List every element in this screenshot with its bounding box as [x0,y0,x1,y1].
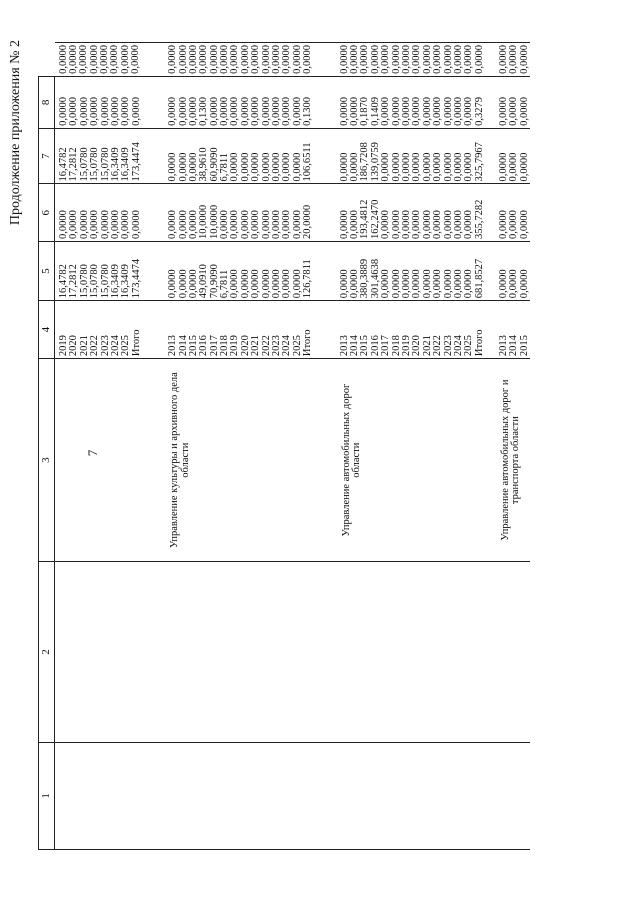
value: 0,0000 [452,152,464,182]
value: 0,0000 [518,152,530,182]
value: 60,9090 [208,147,220,182]
value: 0,0000 [219,45,231,74]
value: 0,0000 [78,210,90,239]
value: 0,0000 [348,152,360,182]
value: 0,0000 [281,96,293,126]
year-label: Итого [302,329,314,357]
value: 0,0000 [452,269,464,299]
value: 0,0000 [130,96,142,126]
value: 0,0000 [498,96,510,126]
value: 0,0000 [463,269,475,299]
value: 0,0000 [380,269,392,299]
value: 16,4782 [58,147,69,182]
year-label: 2025 [463,335,475,357]
value: 0,0000 [463,152,475,182]
value: 0,0000 [109,210,121,239]
value: 0,0000 [177,152,189,182]
cell-col2 [55,562,143,743]
value-cell [485,43,530,77]
year-label: 2018 [219,335,231,357]
value: 0,0000 [229,152,241,182]
column-header: 3 [39,359,55,562]
year-label: 2024 [452,335,464,357]
value: 0,0000 [239,210,251,239]
appendix-caption: Продолжение приложения № 2 [8,40,23,226]
value-cell [142,43,313,77]
value: 0,0000 [291,152,303,182]
value: 20,0000 [302,204,314,239]
value: 0,0000 [260,45,272,74]
value: 0,0000 [130,45,142,74]
cell-col2 [314,562,485,743]
org-name-cell [55,359,143,562]
value: 0,0000 [109,45,121,74]
value: 0,0000 [130,210,142,239]
year-label: 2019 [58,335,69,357]
year-label: 2014 [508,335,520,357]
value: 0,0000 [432,96,444,126]
year-label: 2020 [239,335,251,357]
page-number: 7 [85,449,100,457]
value: 15,0780 [89,264,101,299]
value: 0,0000 [452,45,464,74]
value: 0,0000 [229,210,241,239]
value: 0,0000 [380,210,392,239]
value-cell [142,76,313,128]
value: 0,0000 [167,269,179,299]
value: 0,0000 [390,269,402,299]
value: 0,0000 [119,45,131,74]
value: 0,0000 [187,269,199,299]
value: 0,0000 [421,96,433,126]
value: 139,0759 [369,142,381,182]
year-label: 2021 [78,335,90,357]
value-cell [55,128,143,184]
value: 0,0000 [498,45,510,74]
value: 0,0000 [380,96,392,126]
year-label: 2015 [187,335,199,357]
value: 0,0000 [271,45,283,74]
value: 0,1300 [198,96,210,126]
value: 0,0000 [239,152,251,182]
value: 0,1409 [369,96,381,126]
value: 0,0000 [411,96,423,126]
value: 15,0780 [89,147,101,182]
value: 0,0000 [463,96,475,126]
value: 681,8527 [473,258,485,299]
value: 0,0000 [442,210,454,239]
value: 0,0000 [58,96,69,126]
value: 0,0000 [400,210,412,239]
value: 0,0000 [338,45,350,74]
value: 0,0000 [250,210,262,239]
cell-col1 [485,742,530,849]
column-header: 5 [39,241,55,300]
value: 186,7208 [359,142,371,182]
value: 16,3409 [120,147,132,182]
cell-col1 [55,742,143,849]
value: 0,0000 [99,45,111,74]
value: 0,0000 [498,152,510,182]
value: 0,0000 [219,96,231,126]
value: 193,4812 [359,199,371,239]
cell-col1 [314,742,485,849]
value-cell [314,184,485,241]
value: 0,0000 [463,210,475,239]
cell-col2 [142,562,313,743]
value: 0,0000 [260,96,272,126]
year-label: 2016 [369,335,381,357]
org-name-cell [485,359,530,562]
value: 0,0000 [229,96,241,126]
value: 0,0000 [177,96,189,126]
value: 0,0000 [281,45,293,74]
value: 0,0000 [432,210,444,239]
value: 0,0000 [187,45,199,74]
value: 0,0000 [421,152,433,182]
value: 0,1870 [359,96,371,126]
value: 0,0000 [518,96,530,126]
org-name: Управление автомобильных дорог и транспорта области [500,379,522,541]
value-cell [55,43,143,77]
year-label: 2019 [400,335,412,357]
year-label: 2015 [359,335,371,357]
column-header-row [39,43,55,850]
value: 0,0000 [219,210,231,239]
column-header: 1 [39,742,55,849]
value: 15,0780 [78,147,90,182]
org-block [55,43,143,850]
value: 0,0000 [498,210,510,239]
value: 0,0000 [187,210,199,239]
value: 0,0000 [229,269,241,299]
year-label: 2022 [260,335,272,357]
value: 17,2812 [68,264,80,299]
year-cell [142,301,313,359]
value: 0,0000 [58,210,69,239]
value: 106,6511 [302,142,314,182]
value: 70,9090 [208,264,220,299]
value: 0,0000 [338,269,350,299]
value: 0,0000 [452,210,464,239]
year-label: 2018 [390,335,402,357]
value: 325,7967 [473,142,485,182]
value: 0,0000 [89,210,101,239]
value: 0,0000 [348,96,360,126]
value: 0,0000 [187,152,199,182]
budget-table [38,42,530,850]
value: 0,0000 [167,152,179,182]
year-label: 2014 [348,335,360,357]
value: 0,0000 [260,152,272,182]
cell-col1 [142,742,313,849]
column-header: 2 [39,562,55,743]
value: 16,3409 [120,264,132,299]
value-cell [314,128,485,184]
value: 0,0000 [432,45,444,74]
value-cell [314,43,485,77]
value: 0,0000 [99,96,111,126]
value: 0,0000 [67,45,79,74]
year-cell [314,301,485,359]
value: 0,0000 [88,45,100,74]
org-name: Управление культуры и архивного дела области [169,372,191,549]
value: 0,0000 [250,269,262,299]
value: 0,0000 [68,96,80,126]
column-header: 7 [39,128,55,184]
org-name: Управление автомобильных дорог области [340,383,362,537]
year-label: 2017 [380,335,392,357]
value: 0,0000 [463,45,475,74]
value: 0,0000 [167,45,179,74]
year-label: 2013 [167,335,179,357]
value: 0,0000 [390,210,402,239]
value: 0,0000 [508,269,520,299]
value-cell [485,241,530,300]
value: 0,0000 [432,152,444,182]
value: 0,0000 [250,45,262,74]
value: 0,0000 [281,152,293,182]
value: 0,0000 [239,45,251,74]
org-block [485,43,530,850]
value: 16,3409 [109,264,121,299]
value: 0,0000 [187,96,199,126]
value: 173,4474 [130,142,142,182]
value: 0,0000 [271,96,283,126]
value: 162,2470 [369,199,381,239]
value: 301,4638 [369,258,381,299]
value: 0,0000 [432,269,444,299]
value: 0,0000 [177,269,189,299]
value: 0,0000 [120,210,132,239]
value: 17,2812 [68,147,80,182]
year-cell [55,301,143,359]
value: 0,0000 [302,45,314,74]
year-label: 2022 [89,335,101,357]
value: 0,0000 [250,152,262,182]
value: 0,0000 [281,210,293,239]
value: 0,0000 [198,45,210,74]
value: 6,7811 [219,153,231,182]
value: 0,0000 [57,45,69,74]
value: 0,0000 [508,96,520,126]
value: 0,0000 [400,152,412,182]
value: 0,0000 [338,210,350,239]
org-block [142,43,313,850]
column-header: 8 [39,76,55,128]
value: 0,0000 [291,96,303,126]
value: 0,0000 [338,96,350,126]
value: 0,0000 [89,96,101,126]
value: 0,0000 [109,96,121,126]
value: 0,0000 [421,269,433,299]
year-label: 2016 [198,335,210,357]
value: 0,0000 [120,96,132,126]
year-label: Итого [130,329,142,357]
value: 38,9610 [198,147,210,182]
org-name-cell [314,359,485,562]
value: 0,0000 [411,45,423,74]
value: 0,0000 [291,210,303,239]
year-label: 2024 [281,335,293,357]
value: 0,0000 [291,45,303,74]
value: 0,0000 [348,269,360,299]
value: 0,0000 [390,45,402,74]
value: 0,0000 [390,152,402,182]
value: 0,0000 [400,96,412,126]
value: 0,0000 [177,45,189,74]
value: 10,0000 [198,204,210,239]
year-label: 2022 [432,335,444,357]
value: 16,3409 [109,147,121,182]
year-label: 2020 [68,335,80,357]
year-label: 2014 [177,335,189,357]
year-label: 2013 [338,335,350,357]
value: 0,0000 [390,96,402,126]
value: 0,0000 [271,269,283,299]
value: 0,0000 [348,210,360,239]
value: 0,0000 [411,210,423,239]
value: 0,0000 [208,96,220,126]
value: 15,0780 [78,264,90,299]
value: 15,0780 [99,147,111,182]
year-label: 2023 [271,335,283,357]
value-cell [55,241,143,300]
value: 355,7282 [473,199,485,239]
value-cell [485,76,530,128]
value: 380,3889 [359,258,371,299]
value-cell [55,76,143,128]
value: 0,0000 [369,45,381,74]
value: 0,0000 [400,269,412,299]
value: 0,0000 [239,269,251,299]
value: 0,0000 [359,45,371,74]
value-cell [314,76,485,128]
value: 10,0000 [208,204,220,239]
value: 0,0000 [452,96,464,126]
value: 0,0000 [338,152,350,182]
value: 0,0000 [239,96,251,126]
value: 0,0000 [421,210,433,239]
year-label: 2017 [208,335,220,357]
value: 0,0000 [400,45,412,74]
value: 0,0000 [411,269,423,299]
value: 0,0000 [229,45,241,74]
value: 0,0000 [442,96,454,126]
value: 0,0000 [518,269,530,299]
value: 49,0910 [198,264,210,299]
year-label: 2023 [99,335,111,357]
value: 0,0000 [271,152,283,182]
year-label: 2021 [421,335,433,357]
value: 0,0000 [380,45,392,74]
value-cell [485,184,530,241]
value-cell [314,241,485,300]
year-label: Итого [473,329,485,357]
value: 0,0000 [508,45,520,74]
value: 0,0000 [442,152,454,182]
value: 0,0000 [208,45,220,74]
value: 15,0780 [99,264,111,299]
year-label: 2020 [411,335,423,357]
value: 0,0000 [177,210,189,239]
value: 0,0000 [260,269,272,299]
org-name-cell [142,359,313,562]
value: 0,0000 [78,96,90,126]
year-cell [485,301,530,359]
value: 0,3279 [473,96,485,126]
year-label: 2019 [229,335,241,357]
value: 0,0000 [281,269,293,299]
value-cell [142,184,313,241]
value: 0,0000 [271,210,283,239]
value: 0,0000 [167,96,179,126]
value: 0,0000 [442,269,454,299]
year-label: 2024 [109,335,121,357]
value: 0,0000 [508,152,520,182]
cell-col2 [485,562,530,743]
value: 0,0000 [498,269,510,299]
year-label: 2013 [498,335,510,357]
year-label: 2025 [120,335,132,357]
value-cell [142,128,313,184]
value: 126,7811 [302,259,314,299]
year-label: 2023 [442,335,454,357]
value: 0,0000 [473,45,485,74]
org-block [314,43,485,850]
value: 16,4782 [58,264,69,299]
value: 0,0000 [518,45,530,74]
value: 0,1300 [302,96,314,126]
value: 0,0000 [250,96,262,126]
value-cell [485,128,530,184]
column-header: 6 [39,184,55,241]
value: 173,4474 [130,258,142,299]
value: 0,0000 [68,210,80,239]
value: 0,0000 [99,210,111,239]
value-cell [55,184,143,241]
value: 0,0000 [348,45,360,74]
year-label: 2025 [291,335,303,357]
value: 0,0000 [518,210,530,239]
value: 0,0000 [167,210,179,239]
column-header: 4 [39,301,55,359]
year-label: 2021 [250,335,262,357]
value: 0,0000 [421,45,433,74]
value: 0,0000 [380,152,392,182]
value: 0,0000 [291,269,303,299]
value: 0,0000 [508,210,520,239]
value: 0,0000 [442,45,454,74]
value: 0,0000 [411,152,423,182]
value: 0,0000 [78,45,90,74]
value-cell [142,241,313,300]
value: 0,0000 [260,210,272,239]
year-label: 2015 [518,335,530,357]
value: 6,7811 [219,269,231,299]
